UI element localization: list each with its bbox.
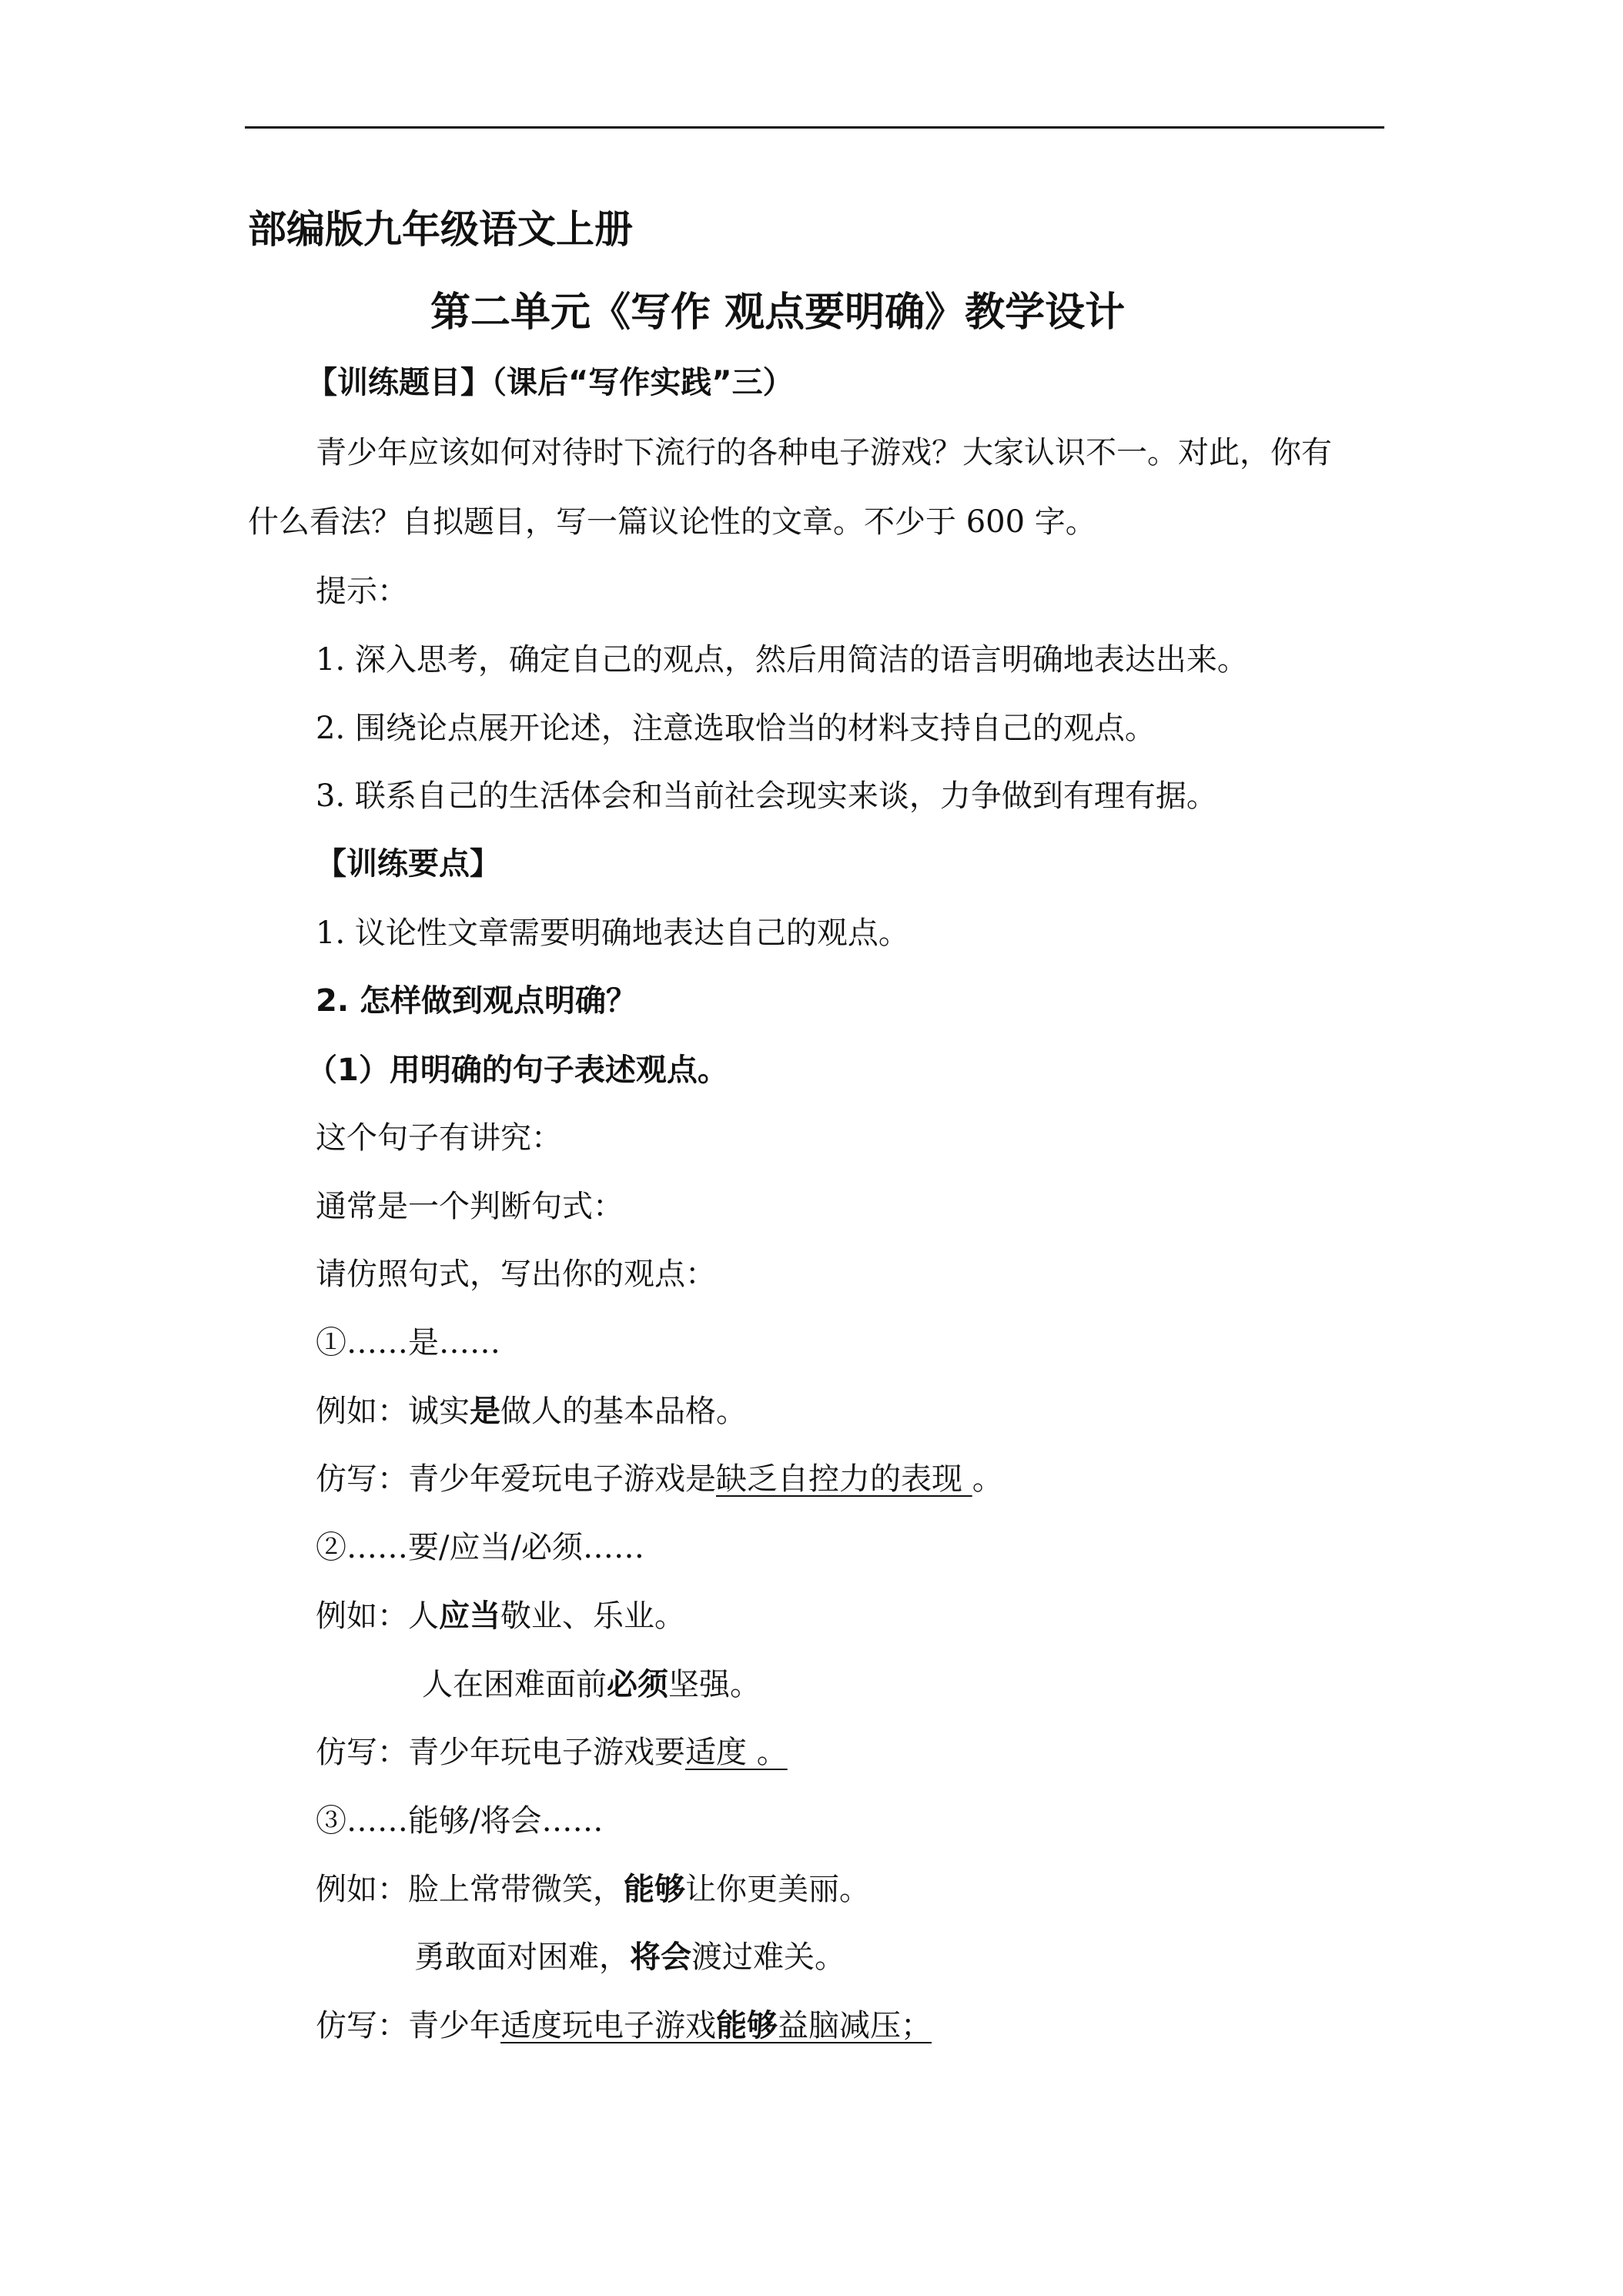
subpoint-heading: （1）用明确的句子表述观点。 [306, 1053, 728, 1088]
imitation-answer: 益脑减压； [778, 2008, 932, 2043]
example-text: 例如：脸上常带微笑， [316, 1872, 624, 1907]
imitation-1 [316, 1458, 1003, 1501]
example-text: 渡过难关。 [691, 1940, 845, 1975]
keyword: 是 [470, 1394, 500, 1429]
example-text: 例如：人 [316, 1598, 439, 1634]
example-text: 坚强。 [668, 1667, 761, 1702]
document-subtitle: 第二单元《写作 观点要明确》教学设计 [430, 290, 1126, 336]
keyword: 应当 [439, 1598, 500, 1634]
pattern-3: ③……能够/将会…… [316, 1803, 604, 1839]
imitation-answer: 适度玩电子游戏 [500, 2008, 716, 2043]
hint-item: 2. 围绕论点展开论述，注意选取恰当的材料支持自己的观点。 [316, 711, 1156, 746]
header-rule [245, 126, 1384, 129]
keyword: 将会 [630, 1940, 691, 1975]
imitation-text: 仿写：青少年玩电子游戏要 [316, 1735, 685, 1770]
imitation-text: 仿写：青少年爱玩电子游戏是 [316, 1461, 716, 1497]
keyword: 能够 [624, 1872, 685, 1907]
points-heading: 【训练要点】 [316, 846, 500, 882]
imitation-text: 仿写：青少年 [316, 2008, 500, 2043]
keyword: 能够 [716, 2008, 778, 2043]
prompt-line-2: 什么看法？自拟题目，写一篇议论性的文章。不少于 600 字。 [248, 504, 1096, 540]
point-item: 2. 怎样做到观点明确？ [316, 983, 637, 1019]
example-3b [414, 1936, 845, 1979]
pattern-1: ①……是…… [316, 1325, 500, 1361]
example-text: 例如：诚实 [316, 1394, 470, 1429]
document-title: 部编版九年级语文上册 [248, 207, 633, 252]
imitation-answer: 适度 。 [685, 1735, 788, 1770]
point-item: 1. 议论性文章需要明确地表达自己的观点。 [316, 915, 909, 951]
example-2 [316, 1595, 685, 1638]
example-text: 让你更美丽。 [685, 1872, 870, 1907]
body-line: 这个句子有讲究： [316, 1120, 562, 1156]
body-line: 请仿照句式，写出你的观点： [316, 1257, 716, 1292]
body-line: 通常是一个判断句式： [316, 1189, 624, 1224]
imitation-answer: 缺乏自控力的表现 [716, 1461, 972, 1497]
example-3 [316, 1868, 870, 1911]
hint-item: 3. 联系自己的生活体会和当前社会现实来谈，力争做到有理有据。 [316, 778, 1217, 814]
topic-heading: 【训练题目】（课后“写作实践”三） [306, 365, 794, 400]
example-text: 做人的基本品格。 [500, 1394, 747, 1429]
example-2b [422, 1663, 761, 1706]
hint-item: 1. 深入思考，确定自己的观点，然后用简洁的语言明确地表达出来。 [316, 642, 1248, 678]
imitation-2 [316, 1731, 788, 1774]
pattern-2: ②……要/应当/必须…… [316, 1530, 644, 1565]
prompt-line-1: 青少年应该如何对待时下流行的各种电子游戏？大家认识不一。对此，你有 [316, 435, 1332, 470]
example-text: 敬业、乐业。 [500, 1598, 685, 1634]
example-text: 人在困难面前 [422, 1667, 607, 1702]
imitation-3 [316, 2004, 932, 2047]
imitation-text: 。 [972, 1461, 1003, 1497]
example-text: 勇敢面对困难， [414, 1940, 630, 1975]
hint-label: 提示： [316, 574, 408, 609]
keyword: 必须 [607, 1667, 668, 1702]
example-1 [316, 1390, 747, 1433]
